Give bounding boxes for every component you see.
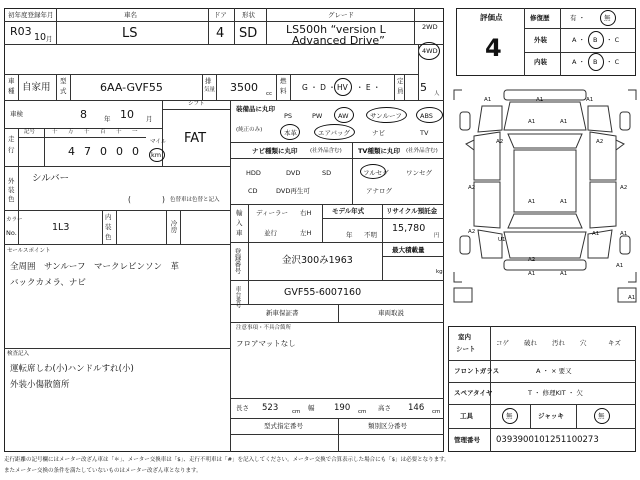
fuel-selected: HV [337, 83, 348, 92]
diagram-damage-mark: A2 [468, 229, 476, 235]
chassis-label: 車台番号 [234, 286, 241, 308]
first-reg-year: R03 [10, 25, 32, 38]
height-label: 高さ [378, 404, 391, 412]
length-unit: cm [292, 409, 301, 415]
tools-label: 工具 [460, 412, 473, 420]
seat-condition-item: キズ [608, 339, 621, 347]
vehicle-manual-label: 車両取説 [378, 309, 404, 317]
color-label-3: 色 [8, 195, 15, 203]
mileage-place-header: 百 [100, 129, 106, 135]
diagram-damage-mark: A1 [536, 97, 544, 103]
length-label: 長さ [236, 404, 249, 412]
capacity-unit: 人 [434, 91, 440, 97]
first-reg-month: 10 [34, 32, 47, 43]
import-label-2: 入 [236, 219, 243, 227]
shape: SD [239, 26, 258, 41]
diagram-damage-mark: A1 [620, 231, 628, 237]
model-year-label: モデル年式 [332, 207, 365, 215]
length-value: 523 [262, 403, 279, 413]
diagram-damage-mark: A2 [620, 185, 628, 191]
sales-point-label: セールスポイント [7, 248, 51, 254]
model-label-2: 式 [60, 87, 67, 95]
km-label: km [151, 151, 162, 159]
interior-color-label-2: 装 [105, 223, 112, 231]
interior-color-label-3: 色 [105, 233, 112, 241]
tv-label: TV種類に丸印 [358, 147, 400, 155]
inspector-line1: 運転席しわ(小)ハンドルすれ(小) [10, 364, 134, 374]
inspection-month: 10 [120, 108, 134, 121]
manage-number-label: 管理番号 [454, 436, 480, 444]
diagram-damage-mark: A1 [528, 119, 536, 125]
interior-grade-label: 内装 [534, 58, 547, 66]
mileage-digit: 7 [84, 145, 91, 158]
type-label: 車 [8, 77, 15, 85]
max-load-unit: kg [436, 269, 443, 275]
diagram-damage-mark: A2 [596, 139, 604, 145]
class-number-label: 類別区分番号 [368, 422, 407, 430]
registration-value: 金沢300み1963 [282, 255, 353, 266]
drive-4wd: 4WD [422, 47, 438, 55]
displacement-value: 3500 [230, 81, 258, 94]
color-note: 色替車は色替と記入 [170, 197, 220, 203]
seat-condition-item: 汚れ [552, 339, 565, 347]
use-value: 自家用 [22, 82, 51, 93]
exterior-a: A ・ [572, 36, 586, 44]
interior-seat-label-2: シート [456, 345, 476, 353]
jack-value: 無 [598, 412, 605, 420]
color-paren-close: ) [162, 195, 165, 204]
mileage-place-header: 十 [52, 129, 58, 135]
color-value: シルバー [32, 173, 70, 184]
shift-label: シフト [188, 101, 205, 107]
color-label: 外 [8, 177, 15, 185]
manage-number-value: 0393900101251100273 [496, 435, 599, 445]
import-label: 輸 [236, 209, 243, 217]
shape-label: 形状 [242, 11, 255, 19]
color-paren-open: ( [128, 195, 131, 204]
diagram-damage-mark: A2 [528, 257, 536, 263]
interior-a: A ・ [572, 58, 586, 66]
spare-tire-options: T ・ 修理KIT ・ 欠 [528, 389, 583, 397]
import-parallel: 並行 [264, 229, 277, 237]
mileage-digit: 4 [68, 145, 75, 158]
door-label: ドア [214, 11, 227, 19]
color-no-label-2: No. [6, 229, 17, 237]
recycle-yen: 円 [434, 233, 440, 239]
import-label-3: 車 [236, 229, 243, 237]
new-car-warranty-label: 新車保証書 [266, 309, 299, 317]
diagram-damage-mark: A1 [616, 263, 624, 269]
color-no-label: カラー [6, 217, 23, 223]
footer-line1: 走行距離の記号欄にはメーター改ざん車は「＊」、メーター交換車は「$」、走行不明車は「#」を記入してください。メーター交換で合算表示した場合にも「$」は必要となります。 [4, 457, 450, 463]
diagram-damage-mark: A1 [586, 97, 594, 103]
inspection-year: 8 [80, 108, 87, 121]
seat-condition-item: 破れ [524, 339, 537, 347]
tv-item: アナログ [366, 187, 392, 195]
model-year-unit: 年 [346, 231, 353, 239]
navi-item: HDD [246, 169, 261, 177]
diagram-damage-mark: A1 [484, 97, 492, 103]
equipment-item: エアバッグ [318, 129, 350, 137]
navi-label: ナビ種類に丸印 [252, 147, 298, 155]
recycle-value: 15,780 [392, 223, 426, 234]
registration-label: 登録番号 [233, 248, 242, 274]
navi-item: DVD [286, 169, 301, 177]
diagram-damage-mark: A1 [628, 295, 636, 301]
jack-label: ジャッキ [538, 412, 564, 420]
color-label-2: 装 [8, 186, 15, 194]
front-glass-label: フロントガラス [454, 367, 500, 375]
navi-sub: (社外品含む) [310, 148, 342, 154]
fuel-options: G ・ D ・ [302, 83, 336, 92]
seat-condition-item: コゲ [496, 339, 509, 347]
chassis-value: GVF55-6007160 [284, 287, 362, 298]
sales-point-line2: バックカメラ、ナビ [10, 278, 86, 288]
equipment-item-circle [280, 124, 300, 140]
width-label: 幅 [308, 404, 315, 412]
import-dealer: ディーラー [256, 209, 288, 217]
repair-selected: 無 [604, 14, 611, 22]
first-reg-month-unit: 月 [46, 35, 53, 43]
sales-point-line1: 全周囲 サンルーフ マークレビンソン 革 [10, 262, 179, 272]
type-number-label: 型式指定番号 [264, 422, 303, 430]
score-label: 評価点 [480, 13, 503, 22]
grade-label: グレード [328, 11, 354, 19]
tv-item: ワンセグ [406, 169, 432, 177]
shift-value: FAT [184, 131, 207, 146]
equipment-item: サンルーフ [370, 112, 402, 120]
recycle-label: リサイクル預託金 [386, 207, 438, 215]
capacity-label-2: 員 [397, 87, 404, 95]
car-diagram [452, 88, 638, 316]
interior-color-label: 内 [105, 213, 112, 221]
mileage-note-label: 記号 [24, 129, 36, 135]
mileage-place-header: 万 [68, 129, 74, 135]
diagram-damage-mark: A2 [468, 185, 476, 191]
model-value: 6AA-GVF55 [100, 81, 163, 94]
type-label-2: 種 [8, 87, 15, 95]
model-year-unknown: 不明 [364, 231, 377, 239]
front-glass-options: A ・ × 要又 [536, 367, 572, 375]
score-value: 4 [485, 34, 502, 62]
car-outline-svg [452, 88, 638, 316]
diagram-damage-mark: A2 [496, 139, 504, 145]
width-unit: cm [358, 409, 367, 415]
grade-line1: LS500h “version L [286, 23, 386, 36]
equipment-item-circle [366, 107, 407, 123]
diagram-damage-mark: A1 [560, 271, 568, 277]
repair-history-label: 修復歴 [530, 14, 550, 22]
footer-line2: またメーター交換の条件を満たしていないものはメーター改ざん車となります。 [4, 468, 202, 474]
equipment-item-circle [314, 124, 355, 140]
exterior-selected: B [593, 36, 598, 44]
mileage-place-header: 十 [116, 129, 122, 135]
displacement-label-2: 気量 [204, 87, 216, 93]
inspector-line2: 外装小傷散箇所 [10, 380, 70, 390]
mileage-place-header: 一 [132, 129, 138, 135]
diagram-damage-mark: A1 [528, 199, 536, 205]
navi-item: DVD再生可 [276, 187, 310, 195]
caution-text: フロアマットなし [236, 339, 296, 348]
ac-label: 冷房 [169, 220, 178, 233]
import-left-h: 左H [300, 229, 312, 237]
fuel-label-2: 料 [280, 87, 287, 95]
displacement-label: 排 [205, 77, 212, 85]
equipment-item: TV [420, 129, 429, 137]
equipment-item: PS [284, 112, 293, 120]
car-name: LS [122, 26, 138, 41]
diagram-damage-mark: A1 [560, 119, 568, 125]
caution-label: 注意事項・不具合箇所 [236, 325, 292, 331]
diagram-damage-mark: U1 [498, 237, 506, 243]
equipment-sub: (純正のみ) [236, 127, 263, 133]
mileage-digit: 0 [132, 145, 139, 158]
navi-item: SD [322, 169, 332, 177]
diagram-damage-mark: A1 [528, 271, 536, 277]
first-reg-label: 初年度登録年月 [8, 11, 54, 19]
interior-selected: B [593, 58, 598, 66]
tv-sub: (社外品含む) [406, 148, 438, 154]
interior-c: ・ C [606, 58, 620, 66]
spare-tire-label: スペアタイヤ [454, 389, 493, 397]
inspector-label: 検査記入 [7, 351, 30, 357]
equipment-item: ナビ [372, 129, 385, 137]
tv-item: フルセグ [363, 169, 389, 177]
fuel-label: 燃 [280, 77, 287, 85]
tools-value: 無 [506, 412, 513, 420]
import-right-h: 右H [300, 209, 312, 217]
max-load-label: 最大積載量 [392, 246, 425, 254]
height-unit: cm [432, 409, 441, 415]
cc-unit: cc [266, 91, 273, 97]
diagram-damage-mark: A1 [592, 231, 600, 237]
mileage-label-2: 行 [8, 146, 15, 154]
seat-condition-item: 穴 [580, 339, 587, 347]
color-no-value: 1L3 [52, 222, 70, 233]
mileage-place-header: 千 [84, 129, 90, 135]
diagram-damage-mark: A1 [560, 199, 568, 205]
doors: 4 [216, 26, 225, 41]
capacity-value: 5 [420, 81, 427, 94]
model-label: 型 [60, 77, 67, 85]
exterior-c: ・ C [606, 36, 620, 44]
equipment-item-circle [416, 107, 443, 123]
height-value: 146 [408, 403, 425, 413]
equipment-item: PW [312, 112, 323, 120]
grade-line2: Advanced Drive” [292, 34, 385, 47]
fuel-tail: ・ E ・ [356, 83, 381, 92]
equipment-item: AW [338, 112, 349, 120]
equipment-label: 装備品に丸印 [236, 105, 275, 113]
mile-label: マイル [150, 139, 167, 145]
mileage-digit: 0 [116, 145, 123, 158]
equipment-item: ABS [420, 112, 433, 120]
equipment-item: 本革 [284, 129, 297, 137]
tv-fullseg-circle [360, 164, 386, 179]
equipment-item-circle [334, 107, 354, 123]
mileage-label: 走 [8, 135, 15, 143]
inspection-label: 車検 [10, 110, 23, 118]
drive-2wd: 2WD [422, 23, 438, 31]
navi-item: CD [248, 187, 258, 195]
mileage-digit: 0 [100, 145, 107, 158]
width-value: 190 [334, 403, 351, 413]
inspection-month-unit: 月 [146, 115, 153, 123]
capacity-label: 定 [397, 77, 404, 85]
inspection-year-unit: 年 [104, 115, 111, 123]
interior-seat-label: 室内 [458, 333, 471, 341]
exterior-grade-label: 外装 [534, 36, 547, 44]
repair-options: 有 ・ [570, 14, 586, 22]
car-name-label: 車名 [124, 11, 137, 19]
